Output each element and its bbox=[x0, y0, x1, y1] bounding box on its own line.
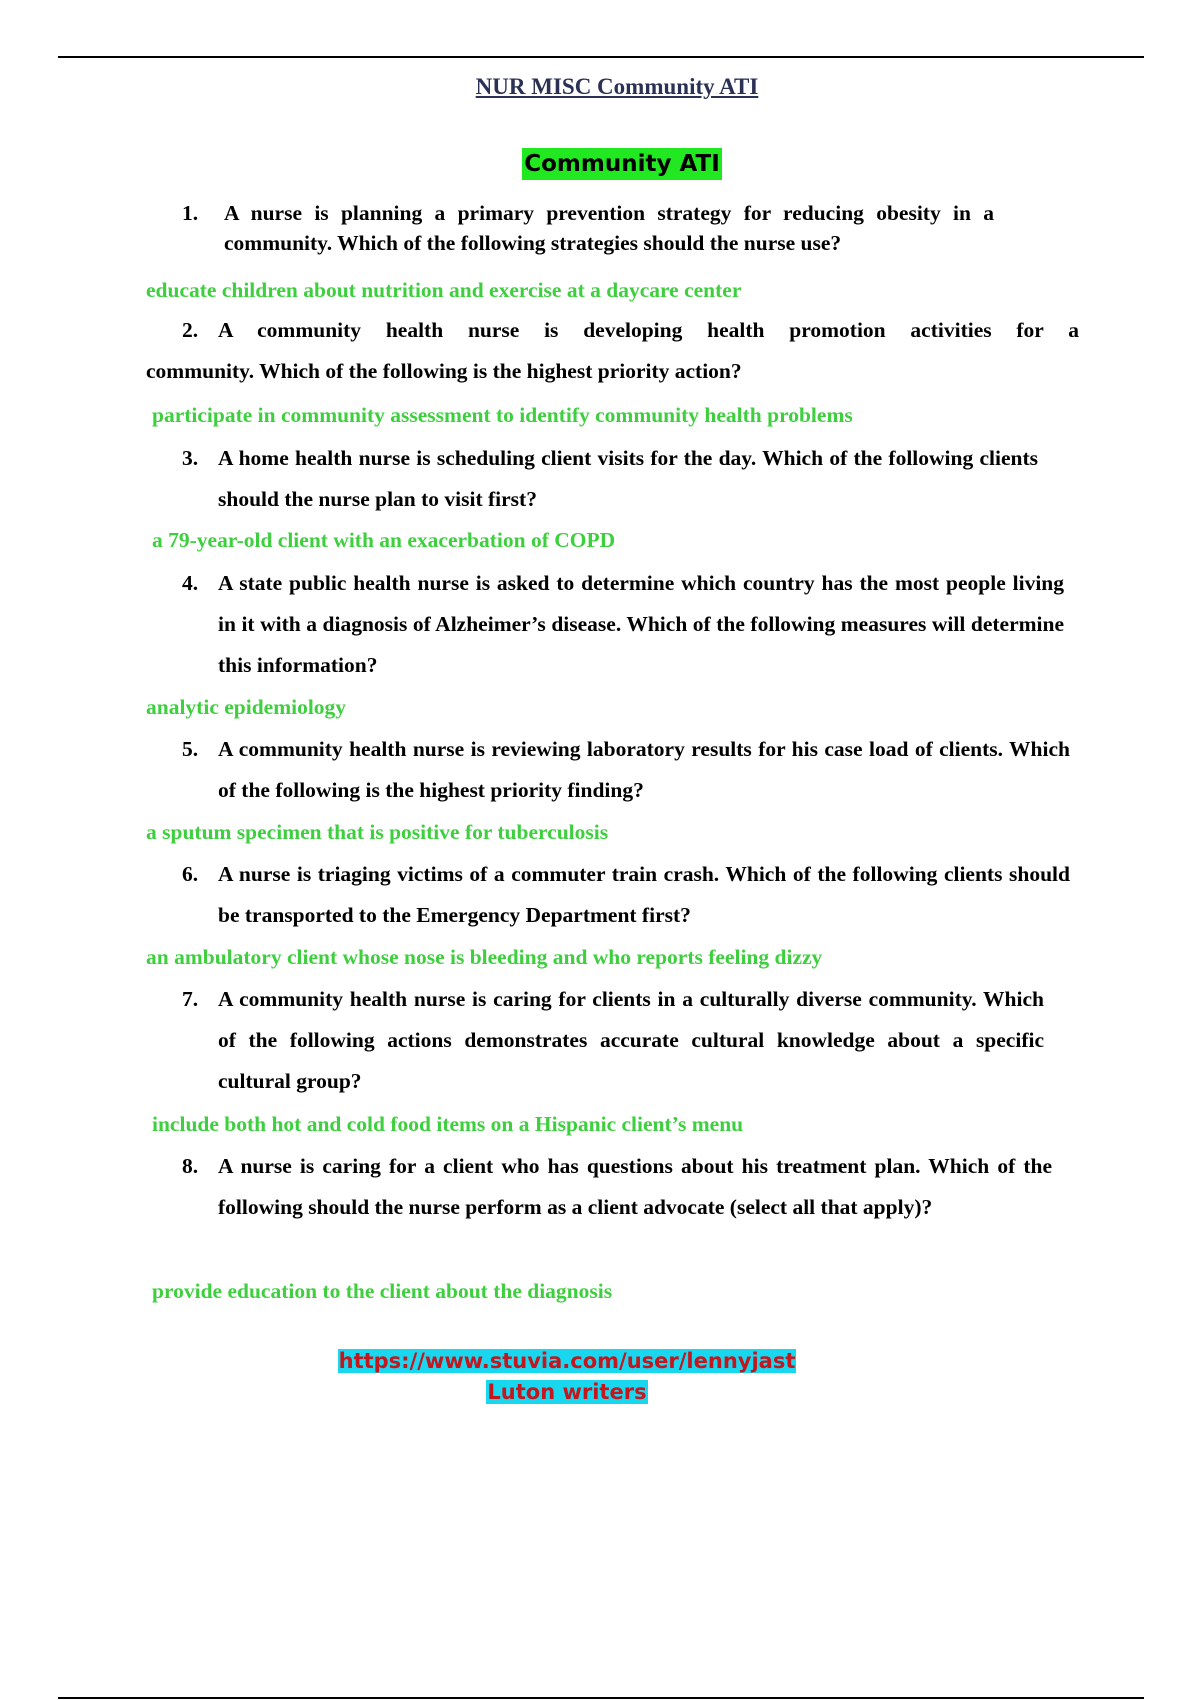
question-text: A community health nurse is caring for clients in a culturally diverse community. Which of the following actions demonstrates accurate cultural knowledge about a specific cultural group? bbox=[218, 987, 1044, 1093]
question-1 bbox=[182, 198, 1072, 258]
question-7 bbox=[182, 979, 1072, 1102]
section-heading: Community ATI bbox=[522, 148, 722, 180]
footer-credit bbox=[0, 1346, 1134, 1408]
footer-author: Luton writers bbox=[487, 1380, 647, 1404]
question-text: A community health nurse is reviewing laboratory results for his case load of clients. Which of the following is the highest priority finding? bbox=[218, 737, 1070, 802]
question-text: A nurse is caring for a client who has questions about his treatment plan. Which of the following should the nurse perform as a client advocate (select all that apply)? bbox=[218, 1154, 1052, 1219]
question-2 bbox=[146, 310, 1079, 392]
question-number: 3. bbox=[182, 446, 199, 470]
footer-url-link[interactable]: https://www.stuvia.com/user/lennyjast bbox=[338, 1349, 796, 1373]
heading-wrapper bbox=[0, 148, 1200, 180]
question-3 bbox=[182, 438, 1072, 520]
question-number: 7. bbox=[182, 987, 199, 1011]
question-number: 8. bbox=[182, 1154, 199, 1178]
question-number: 2. bbox=[182, 318, 199, 342]
question-6 bbox=[182, 854, 1072, 936]
question-text: A nurse is triaging victims of a commuter train crash. Which of the following clients should be transported to the Emergency Department first? bbox=[218, 862, 1070, 927]
question-text-line-2: community. Which of the following is the highest priority action? bbox=[146, 359, 742, 383]
question-text: A home health nurse is scheduling client visits for the day. Which of the following clients should the nurse plan to visit first? bbox=[218, 446, 1038, 511]
question-number: 4. bbox=[182, 571, 199, 595]
answer-2: participate in community assessment to identify community health problems bbox=[152, 403, 853, 427]
question-text: A state public health nurse is asked to determine which country has the most people living in it with a diagnosis of Alzheimer’s disease. Which of the following measures will determine this information? bbox=[218, 571, 1064, 677]
bottom-rule bbox=[58, 1697, 1144, 1699]
answer-7: include both hot and cold food items on a Hispanic client’s menu bbox=[152, 1112, 744, 1136]
question-text: A nurse is planning a primary prevention strategy for reducing obesity in a community. Which of the following strategies should the nurse use? bbox=[224, 201, 994, 255]
question-number: 1. bbox=[182, 201, 199, 225]
question-number: 6. bbox=[182, 862, 199, 886]
answer-8: provide education to the client about the diagnosis bbox=[152, 1279, 613, 1303]
answer-1: educate children about nutrition and exercise at a daycare center bbox=[146, 278, 742, 302]
question-4 bbox=[182, 563, 1072, 686]
question-number: 5. bbox=[182, 737, 199, 761]
answer-3: a 79-year-old client with an exacerbation of COPD bbox=[152, 528, 616, 552]
document-title: NUR MISC Community ATI bbox=[475, 74, 759, 99]
answer-6: an ambulatory client whose nose is bleeding and who reports feeling dizzy bbox=[146, 945, 823, 969]
top-rule bbox=[58, 56, 1144, 58]
question-8 bbox=[182, 1146, 1072, 1228]
question-5 bbox=[182, 729, 1072, 811]
answer-4: analytic epidemiology bbox=[146, 695, 347, 719]
question-text-line-1: A community health nurse is developing health promotion activities for a bbox=[218, 318, 1079, 342]
answer-5: a sputum specimen that is positive for tuberculosis bbox=[146, 820, 609, 844]
